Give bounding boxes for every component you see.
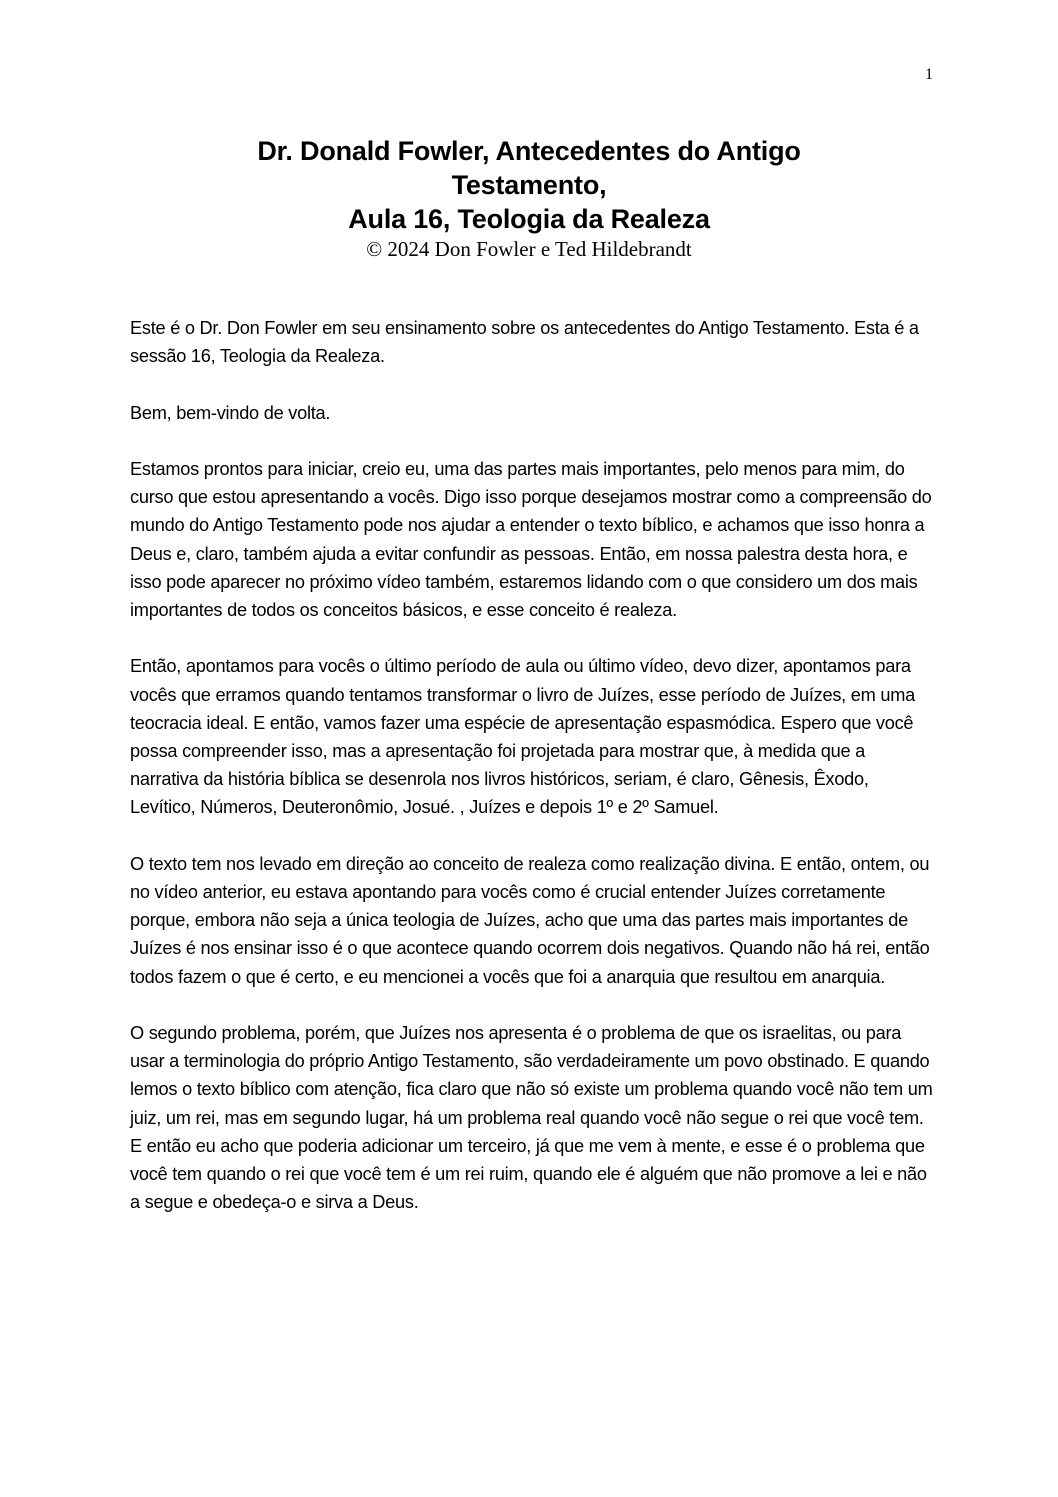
document-title-line-1: Dr. Donald Fowler, Antecedentes do Antigo: [257, 136, 801, 166]
paragraph-3: Estamos prontos para iniciar, creio eu, uma das partes mais importantes, pelo menos para mim, do curso que estou apresentando a vocês. Digo isso porque desejamos mostrar como a compreensão do mundo do Antigo Testamento pode nos ajudar a entender o texto bíblico, e achamos que isso honra a Deus e, claro, também ajuda a evitar confundir as pessoas. Então, em nossa palestra desta hora, e isso pode aparecer no próximo vídeo também, estaremos lidando com o que considero um dos mais importantes de todos os conceitos básicos, e esse conceito é realeza.: [130, 458, 932, 620]
paragraph-4: Então, apontamos para vocês o último período de aula ou último vídeo, devo dizer, apontamos para vocês que erramos quando tentamos transformar o livro de Juízes, esse período de Juízes, em uma teocracia ideal. E então, vamos fazer uma espécie de apresentação espasmódica. Espero que você possa compreender isso, mas a apresentação foi projetada para mostrar que, à medida que a narrativa da história bíblica se desenrola nos livros históricos, seriam, é claro, Gênesis, Êxodo, Levítico, Números, Deuteronômio, Josué. , Juízes e depois 1º e 2º Samuel.: [130, 656, 915, 818]
document-title-line-3: Aula 16, Teologia da Realeza: [348, 204, 710, 234]
paragraph-5: O texto tem nos levado em direção ao conceito de realeza como realização divina. E então, ontem, ou no vídeo anterior, eu estava apontando para vocês como é crucial entender Juízes corretamente porque, embora não seja a única teologia de Juízes, acho que uma das partes mais importantes de Juízes é nos ensinar isso é o que acontece quando ocorrem dois negativos. Quando não há rei, então todos fazem o que é certo, e eu mencionei a vocês que foi a anarquia que resultou em anarquia.: [130, 853, 930, 987]
transcript-body: [130, 314, 938, 1245]
copyright-notice: © 2024 Don Fowler e Ted Hildebrandt: [366, 237, 692, 261]
title-block: [130, 134, 928, 262]
document-title-line-2: Testamento,: [451, 170, 607, 200]
paragraph-2: Bem, bem-vindo de volta.: [130, 402, 331, 423]
paragraph-6: O segundo problema, porém, que Juízes nos apresenta é o problema de que os israelitas, ou para usar a terminologia do próprio Antigo Testamento, são verdadeiramente um povo obstinado. E quando lemos o texto bíblico com atenção, fica claro que não só existe um problema quando você não tem um juiz, um rei, mas em segundo lugar, há um problema real quando você não segue o rei que você tem. E então eu acho que poderia adicionar um terceiro, já que me vem à mente, e esse é o problema que você tem quando o rei que você tem é um rei ruim, quando ele é alguém que não promove a lei e não a segue e obedeça-o e sirva a Deus.: [130, 1023, 933, 1213]
paragraph-1: Este é o Dr. Don Fowler em seu ensinamento sobre os antecedentes do Antigo Testamento. Esta é a sessão 16, Teologia da Realeza.: [130, 318, 919, 367]
page-number: 1: [925, 66, 933, 83]
